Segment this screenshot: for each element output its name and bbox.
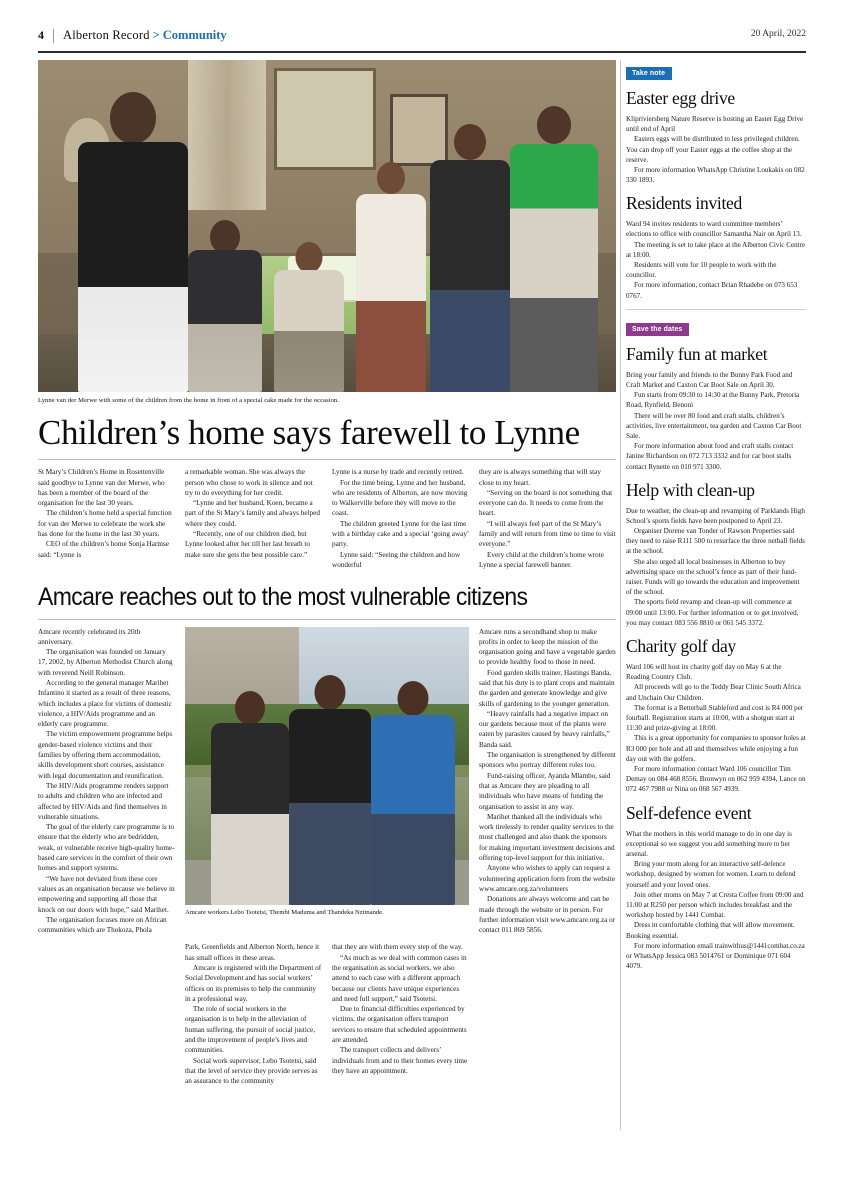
article1-column-2 (185, 467, 322, 570)
article2-top-row (38, 627, 616, 936)
paragraph: Bring your mom along for an interactive self-defence workshop, designed by women for women. Learn to defend yourself and your loved ones. (626, 860, 796, 889)
paragraph: Easters eggs will be distributed to less privileged children. You can drop off your Easter eggs at the coffee shop at the reserve. (626, 135, 800, 164)
sidebar-item-body-charity-golf-day (626, 662, 806, 795)
article2-photo (185, 627, 469, 905)
save-the-dates-badge-wrap (626, 318, 806, 336)
article2-bottom-row (38, 942, 616, 1086)
article1-column-4 (479, 467, 616, 570)
article2-rule (38, 619, 616, 620)
status-badge-take-note: Take note (626, 67, 672, 80)
paragraph: Lynne is a nurse by trade and recently retired. (332, 468, 464, 477)
paragraph: The organisation is strengthened by different sponsors who portray different roles too. (479, 751, 616, 770)
paragraph: For more information contact Ward 106 councillor Tim Demay on 084 468 8556, Bronwyn on 062 959 4394, Lance on 072 467 7988 or Nina on 068 567 4939. (626, 765, 806, 794)
paragraph: She also urged all local businesses in Alberton to buy advertising space on the school’s fence as part of their fund-raiser. Funds will go towards the education and improvement of the school. (626, 557, 800, 597)
paragraph: a remarkable woman. She was always the person who chose to work in silence and not try to do everything for her credit. (185, 468, 313, 497)
article1-rule (38, 459, 616, 460)
paragraph: Dress in comfortable clothing that will allow movement. Booking essential. (626, 921, 795, 940)
paragraph: The children greeted Lynne for the last time with a birthday cake and a special ‘going away’ party. (332, 519, 469, 549)
article1-photo-caption: Lynne van der Merwe with some of the children from the home in front of a special cake made for the occasion. (38, 397, 339, 404)
paragraph: The children’s home held a special function for van der Merwe to celebrate the work she has done for the home in the last 30 years. (38, 509, 172, 539)
paragraph: that they are with them every step of the way. (332, 943, 463, 952)
paragraph: Due to weather, the clean-up and revamping of Parklands High School’s sports fields have been postponed to April 23. (626, 506, 805, 525)
paragraph: Amcare is registered with the Department of Social Development and has social workers’ offices on its premises to help the community in a professional way. (185, 964, 322, 1003)
article2-photo-wrap (185, 627, 469, 936)
paragraph: Amcare runs a secondhand shop to make profits in order to keep the mission of the organisation going and have a vegetable garden to provide healthy food to those in need. (479, 627, 616, 667)
article1-photo (38, 60, 616, 392)
paragraph: Klipriviersberg Nature Reserve is hosting an Easter Egg Drive until end of April (626, 114, 804, 134)
paragraph: “Serving on the board is not something that everyone can do. It needs to come from the heart. (479, 488, 613, 518)
sidebar-item-body-family-fun-at-market (626, 370, 806, 472)
paragraph: This is a great opportunity for companies to sponsor holes at R3 000 per hole and all and themselves while enjoying a fun day out with the golfers. (626, 734, 806, 763)
article2-column-3 (332, 942, 469, 1086)
paragraph: There will be over 80 food and craft stalls, children’s activities, live entertainment, tea garden and Caxton Car Boot Sale. (626, 411, 802, 440)
paragraph: The sports field revamp and clean-up will commence at 09:00 until 13:00. For further information or to get involved, you may contact 083 556 8810 or 061 545 3372. (626, 598, 799, 627)
masthead-rule (38, 51, 806, 53)
paragraph: The meeting is set to take place at the Alberton Civic Centre at 18:00. (626, 240, 806, 259)
sidebar-item-title-charity-golf-day: Charity golf day (626, 636, 736, 657)
sidebar-item-body-help-with-clean-up (626, 506, 806, 628)
paragraph: Fund-raising officer, Ayanda Mlambo, said that as Amcare they are pleading to all individuals who have means of funding the organisation to assist in any way. (479, 771, 611, 811)
sidebar-item-title-self-defence-event: Self-defence event (626, 802, 752, 823)
paragraph: The goal of the elderly care programme is to ensure that the elderly who are bedridden, weak, or vulnerable receive high-quality home-based care services in the comfort of their own homes and support systems. (38, 823, 175, 873)
paragraph: According to the general manager Marihet Infantino it started as a result of three reasons, which includes a place for victims of domestic violence, a HIV/Aids programme and an elderly care programme. (38, 678, 172, 729)
paragraph: “Heavy rainfalls had a negative impact on our gardens because most of the plants were eaten by parasites caused by heavy rainfalls,” Banda said. (479, 709, 610, 749)
paragraph: All proceeds will go to the Teddy Bear Clinic South Africa and Unchain Our Children. (626, 683, 801, 702)
paragraph: Residents will vote for 10 people to work with the councillor. (626, 261, 777, 280)
paragraph: Social work supervisor, Lebo Tsotetsi, said that the level of service they provide serves as an assurance to the community (185, 1056, 318, 1086)
main-content (38, 60, 616, 1087)
paragraph: Every child at the children’s home wrote Lynne a special farewell banner. (479, 550, 604, 569)
paragraph: The transport collects and delivers’ individuals from and to their homes every time they have an appointment. (332, 1046, 468, 1075)
sidebar-item-body-easter-egg-drive (626, 114, 806, 185)
article1-headline: Children’s home says farewell to Lynne (38, 413, 580, 453)
paragraph: The format is a Betterball Stableford and cost is R4 000 per fourball. Registration starts at 10:00, with a shotgun start at 11:30 and prize-giving at 18:00. (626, 703, 804, 733)
paragraph: The role of social workers in the organisation is to help in the alleviation of human suffering, the pursuit of social justice, and the improvement of people’s lives and communities. (185, 1005, 316, 1055)
masthead-divider (53, 29, 54, 43)
paragraph: Bring your family and friends to the Bunny Park Food and Craft Market and Caxton Car Boot Sale on April 30. (626, 370, 793, 389)
article1-column-3 (332, 467, 469, 570)
paragraph: The organisation was founded on January 17, 2002, by Alberton Methodist Church along with reverend Neill Robinson. (38, 648, 173, 677)
article1-columns (38, 467, 616, 570)
paragraph: For more information WhatsApp Christine Loukakis on 082 330 1893. (626, 165, 805, 185)
paragraph: Lynne said: “Seeing the children and how wonderful (332, 550, 461, 569)
status-badge-save-the-dates: Save the dates (626, 323, 689, 336)
article2-headline: Amcare reaches out to the most vulnerable citizens (38, 583, 528, 612)
paragraph: “As much as we deal with common cases in the organisation as social workers, we also attend to each case with a different approach because our clients have unique experiences and need full support,” said Tsotetsi. (332, 953, 467, 1003)
sidebar-divider-rule (620, 60, 621, 1130)
page-number: 4 (38, 28, 44, 42)
article2-photo-caption: Amcare workers Lebo Tsotetsi, Thembi Maduma and Thandeka Nzimande. (185, 908, 384, 916)
paragraph: “We have not deviated from these core values as an organisation because we believe in empowering and supporting all those that knock on our doors with hope,” said Marihet. (38, 874, 175, 914)
paragraph: Marihet thanked all the individuals who work tirelessly to render quality services to the most challenged and also thank the sponsors for making important investment decisions and offering top-level support for this initiative. (479, 812, 615, 863)
sidebar-item-title-family-fun-at-market: Family fun at market (626, 343, 768, 364)
publication-title: Alberton Record (63, 28, 150, 42)
sidebar-item-body-residents-invited (626, 219, 806, 301)
paragraph: The victim empowerment programme helps gender-based violence victims and their families by offering them accommodation, skills development short courses, assistance with legal documentation and reunification. (38, 730, 173, 780)
paragraph: CEO of the children’s home Sonja Harmse said: “Lynne is (38, 540, 169, 559)
section-name: Community (162, 28, 227, 42)
paragraph: they are is always something that will stay close to my heart. (479, 468, 601, 487)
paragraph: For more information email trainwithus@1441combat.co.za or WhatsApp Jessica 083 5014761 or Dominique 071 604 4079. (626, 941, 805, 971)
article1-column-1 (38, 467, 175, 570)
paragraph: Ward 94 invites residents to ward committee members’ elections to office with councillor Samantha Nair on April 13. (626, 220, 802, 239)
paragraph: “Recently, one of our children died, but Lynne looked after her till her last breath to make sure she gets the best possible care.” (185, 530, 310, 559)
article2-column-4 (479, 627, 616, 936)
sidebar-item-title-easter-egg-drive: Easter egg drive (626, 88, 735, 108)
sidebar-item-title-residents-invited: Residents invited (626, 193, 742, 214)
paragraph: Food garden skills trainer, Hastings Banda, said that his duty is to plant crops and maintain the garden and generate knowledge and give skills of gardening to the younger generation. (479, 668, 615, 708)
paragraph: Amcare recently celebrated its 20th anniversary. (38, 627, 141, 646)
paragraph: “I will always feel part of the St Mary’s family and will return from time to time to visit everyone.” (479, 519, 616, 549)
paragraph: The HIV/Aids programme renders support to adults and children who are infected and affected by HIV/Aids and find themselves in vulnerable situations. (38, 781, 169, 821)
paragraph: “Lynne and her husband, Koen, became a part of the St Mary’s family and always helped where they could. (185, 499, 320, 528)
paragraph: Donations are always welcome and can be made through the website or in person. For further information visit www.amcare.org.za or contact 011 869 5856. (479, 895, 616, 935)
article2-bottom-column-1 (38, 942, 175, 1086)
paragraph: What the mothers in this world manage to do in one day is exceptional so we suggest you add something more to her arsenal. (626, 829, 792, 858)
page-masthead (38, 28, 806, 52)
community-notices-sidebar (626, 60, 806, 971)
paragraph: Fun starts from 09:30 to 14:30 at the Bunny Park, Pretoria Road, Rynfield, Benoni (626, 391, 800, 410)
issue-date: 20 April, 2022 (750, 29, 806, 39)
take-note-badge-wrap (626, 62, 806, 80)
article2-bottom-column-4 (479, 942, 616, 1086)
sidebar-separator (626, 309, 806, 310)
breadcrumb-separator-icon: > (152, 28, 160, 42)
paragraph: Anyone who wishes to apply can request a volunteering application form from the website www.amcare.org.za/volunteers (479, 864, 615, 893)
paragraph: St Mary’s Children’s Home in Rosettenville said goodbye to Lynne van der Merwe, who has been a member of the board of the organisation for the last 30 years. (38, 468, 165, 508)
article2-column-2 (185, 942, 322, 1086)
sidebar-item-title-help-with-clean-up: Help with clean-up (626, 479, 755, 500)
paragraph: The organisation focuses more on African communities which are Thokoza, Phola (38, 915, 167, 935)
paragraph: For more information about food and craft stalls contact Janine Richardson on 072 713 3332 and for car boot stalls contact Rynette on 010 971 3300. (626, 442, 794, 471)
sidebar-item-body-self-defence-event (626, 829, 806, 972)
paragraph: Due to financial difficulties experienced by victims, the organisation offers transport services to ensure that scheduled appointments are attended. (332, 1005, 467, 1045)
paragraph: For more information, contact Brian Rhadebe on 073 653 0767. (626, 281, 798, 300)
paragraph: Ward 106 will host its charity golf day on May 6 at the Reading Country Club. (626, 662, 782, 682)
paragraph: Join other moms on May 7 at Cresta Coffee from 09:00 and 11:00 at R250 per person which includes breakfast and the workshop hosted by 1441 Combat. (626, 890, 804, 920)
paragraph: Park, Greenfields and Alberton North, hence it has small offices in these areas. (185, 943, 320, 962)
paragraph: Organiser Dorene van Tonder of Rawson Properties said they need to raise R111 500 to resurface the three netball fields at the school. (626, 527, 805, 556)
article2-column-1 (38, 627, 175, 936)
paragraph: For the time being, Lynne and her husband, who are residents of Alberton, are now moving to Walkerville before they will move to the coast. (332, 478, 468, 518)
